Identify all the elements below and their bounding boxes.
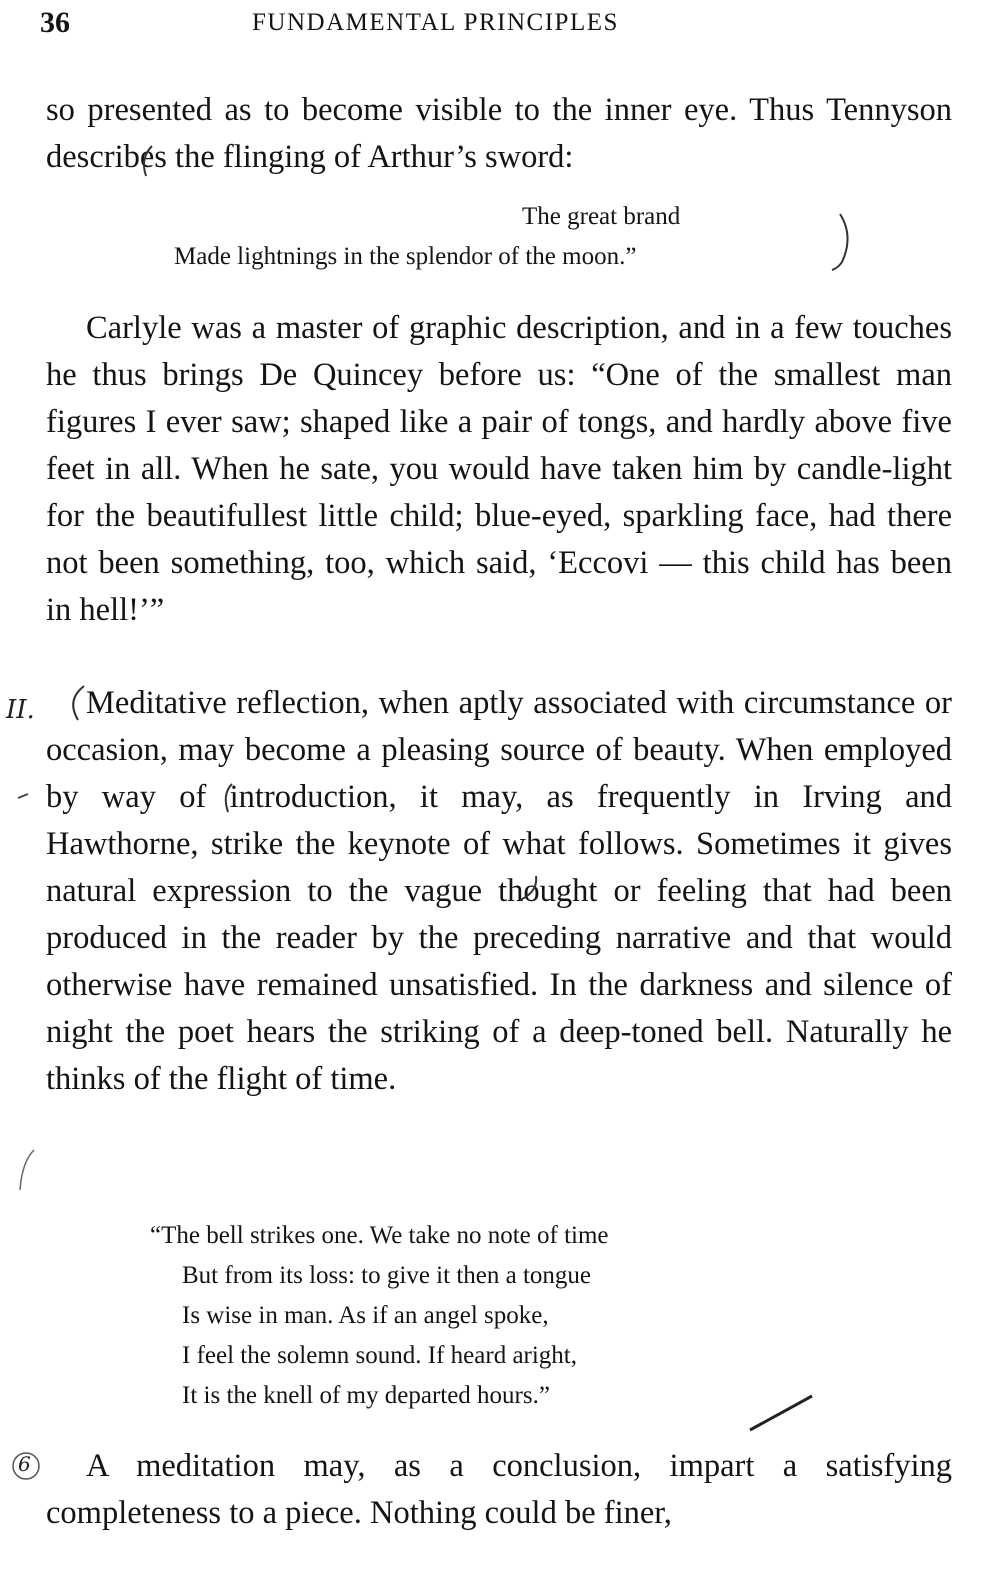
conclusion-paragraph: A meditation may, as a conclusion, impart a satisfying completeness to a piece. Nothing could be finer, (46, 1448, 952, 1531)
meditative-paragraph: Meditative reflection, when aptly associated with circumstance or occasion, may become a pleasing source of beauty. When employed by way of introduction, it may, as frequently in Irving and Hawthorne, strike the keynote of what follows. Sometimes it gives natural expression to the vague thought or feeling that had been produced in the reader by the preceding narrative and that would otherwise have remained unsatisfied. In the darkness and silence of night the poet hears the striking of a deep-toned bell. Naturally he thinks of the flight of time. (46, 685, 952, 1097)
verse-line: “The bell strikes one. We take no note of time (150, 1222, 609, 1249)
intro-paragraph: so presented as to become visible to the inner eye. Thus Tennyson describes the flinging of Arthur’s sword: (46, 92, 952, 175)
verse-line: Is wise in man. As if an angel spoke, (182, 1302, 549, 1329)
verse-line: The great brand (522, 203, 681, 230)
page-number: 36 (40, 6, 70, 39)
bracket-mark (520, 876, 536, 900)
bracket-mark (73, 686, 84, 720)
margin-note-roman-two: II. (6, 695, 35, 725)
carlyle-paragraph: Carlyle was a master of graphic description, and in a few touches he thus brings De Quincey before us: “One of the smallest man figures I ever saw; shaped like a pair of tongs, and hardly above five feet in all. When he sate, you would have taken him by candle-light for the beautifullest little child; blue-eyed, sparkling face, had there not been something, too, which said, ‘Eccovi — this child has been in hell!’” (46, 310, 952, 628)
bracket-mark (832, 214, 848, 270)
margin-note-circled-six: 6 (18, 1452, 31, 1476)
verse-line: It is the knell of my departed hours.” (182, 1382, 550, 1409)
margin-stroke (20, 1150, 34, 1190)
verse-line: I feel the solemn sound. If heard aright, (182, 1342, 578, 1369)
verse-line: Made lightnings in the splendor of the moon.” (174, 243, 637, 270)
check-stroke (750, 1396, 812, 1430)
margin-stroke (18, 794, 28, 798)
circle-mark (13, 1453, 39, 1479)
bracket-mark (226, 784, 232, 812)
bracket-mark (144, 146, 152, 176)
running-head: FUNDAMENTAL PRINCIPLES (252, 9, 619, 36)
verse-line: But from its loss: to give it then a tongue (182, 1262, 591, 1289)
